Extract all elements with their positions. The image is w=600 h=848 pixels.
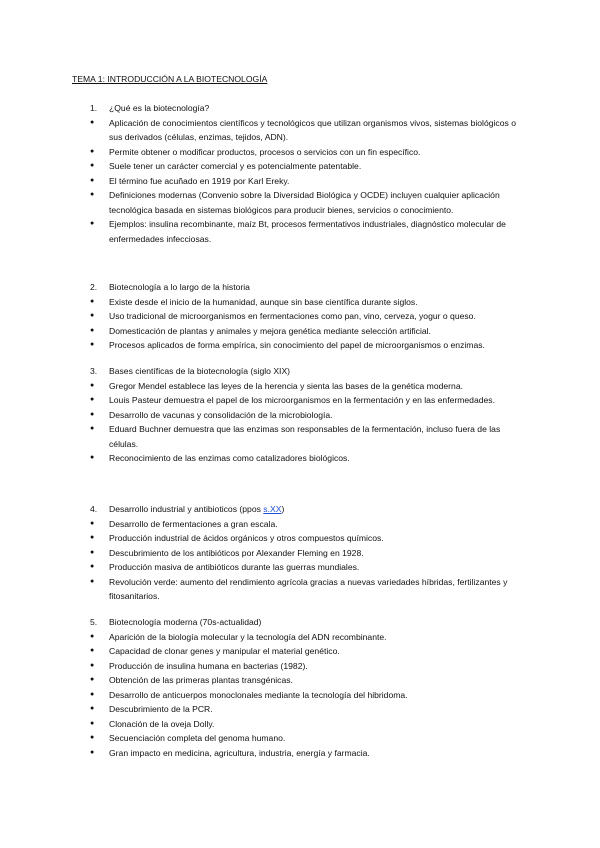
list-item: ● Reconocimiento de las enzimas como catalizadores biológicos. — [0, 451, 600, 466]
bullet-icon: ● — [90, 454, 95, 461]
list-item: ● Descubrimiento de los antibióticos por Alexander Fleming en 1928. — [0, 546, 600, 561]
list-item: ● Domesticación de plantas y animales y mejora genética mediante selección artificial. — [0, 324, 600, 339]
bullet-icon: ● — [90, 326, 95, 334]
list-item: ● Suele tener un carácter comercial y es potencialmente patentable. — [0, 159, 600, 174]
century-link[interactable]: s.XX — [263, 504, 282, 514]
section-bases-cientificas — [0, 364, 600, 466]
bullet-icon: ● — [90, 312, 95, 319]
bullet-icon: ● — [90, 220, 95, 227]
bullet-icon: ● — [90, 647, 95, 654]
bullet-icon: ● — [90, 548, 95, 556]
section-heading — [0, 615, 600, 630]
section-number: 1. — [90, 103, 98, 113]
list-item: ● Producción de insulina humana en bacterias (1982). — [0, 659, 600, 674]
list-item: ● Producción industrial de ácidos orgánicos y otros compuestos químicos. — [0, 531, 600, 546]
section-title: Desarrollo industrial y antibioticos (ppos s.XX) — [109, 504, 285, 514]
section-desarrollo-industrial — [0, 502, 600, 604]
list-item: ● Uso tradicional de microorganismos en fermentaciones como pan, vino, cerveza, yogur o queso. — [0, 309, 600, 324]
list-item: ● Obtención de las primeras plantas transgénicas. — [0, 673, 600, 688]
list-item: ● Aplicación de conocimientos científicos y tecnológicos que utilizan organismos vivos, sistemas biológicos o sus derivados (células, enzimas, tejidos, ADN). — [90, 117, 516, 142]
bullet-icon: ● — [90, 676, 95, 683]
section-title: Biotecnología moderna (70s-actualidad) — [109, 617, 262, 627]
list-item: ● Eduard Buchner demuestra que las enzimas son responsables de la fermentación, incluso fuera de las células. — [90, 424, 501, 449]
list-item: ● Louis Pasteur demuestra el papel de los microorganismos en la fermentación y en las enfermedades. — [0, 393, 600, 408]
bullet-icon: ● — [90, 734, 95, 741]
list-item: ● Revolución verde: aumento del rendimiento agrícola gracias a nuevas variedades híbridas, fertilizantes y fitosanitarios. — [90, 576, 508, 601]
bullet-icon: ● — [90, 118, 95, 126]
list-item: ● Desarrollo de vacunas y consolidación de la microbiología. — [0, 408, 600, 423]
bullet-icon: ● — [90, 381, 95, 389]
bullet-list — [0, 295, 600, 353]
section-title: Bases científicas de la biotecnología (siglo XIX) — [109, 366, 291, 376]
list-item: ● Procesos aplicados de forma empírica, sin conocimiento del papel de microorganismos o enzimas. — [0, 338, 600, 353]
bullet-icon: ● — [90, 534, 95, 541]
list-item: ● El término fue acuñado en 1919 por Karl Ereky. — [0, 174, 600, 189]
bullet-icon: ● — [90, 632, 95, 640]
bullet-icon: ● — [90, 297, 95, 305]
bullet-icon: ● — [90, 191, 95, 198]
list-item: ● Permite obtener o modificar productos, procesos o servicios con un fin específico. — [0, 145, 600, 160]
section-number: 3. — [90, 366, 98, 376]
list-item: ● Definiciones modernas (Convenio sobre la Diversidad Biológica y OCDE) incluyen cualquier aplicación tecnológica basada en sistemas biológicos para producir bienes, servicios o conocimiento. — [90, 190, 500, 215]
list-item: ● Clonación de la oveja Dolly. — [0, 717, 600, 732]
list-item: ● Desarrollo de fermentaciones a gran escala. — [0, 517, 600, 532]
section-number: 5. — [90, 617, 98, 627]
section-heading — [0, 101, 600, 116]
bullet-list — [0, 116, 600, 247]
list-item: ● Gran impacto en medicina, agricultura, industria, energía y farmacia. — [0, 746, 600, 761]
bullet-icon: ● — [90, 341, 95, 348]
bullet-icon: ● — [90, 519, 95, 527]
bullet-icon: ● — [90, 396, 95, 403]
section-title: Biotecnología a lo largo de la historia — [109, 282, 250, 292]
document-title: TEMA 1: INTRODUCCIÓN A LA BIOTECNOLOGÍA — [72, 74, 268, 84]
bullet-icon: ● — [90, 577, 95, 585]
bullet-icon: ● — [90, 162, 95, 169]
list-item: ● Gregor Mendel establece las leyes de la herencia y sienta las bases de la genética moderna. — [0, 379, 600, 394]
bullet-icon: ● — [90, 661, 95, 669]
list-item: ● Desarrollo de anticuerpos monoclonales mediante la tecnología del hibridoma. — [0, 688, 600, 703]
list-item: ● Producción masiva de antibióticos durante las guerras mundiales. — [0, 560, 600, 575]
bullet-icon: ● — [90, 410, 95, 418]
section-number: 2. — [90, 282, 98, 292]
section-historia — [0, 280, 600, 353]
list-item: ● Descubrimiento de la PCR. — [0, 702, 600, 717]
bullet-icon: ● — [90, 705, 95, 712]
list-item: ● Ejemplos: insulina recombinante, maíz Bt, procesos fermentativos industriales, diagnóstico molecular de enfermedades infecciosas. — [90, 219, 506, 244]
list-item: ● Secuenciación completa del genoma humano. — [0, 731, 600, 746]
list-item: ● Capacidad de clonar genes y manipular el material genético. — [0, 644, 600, 659]
bullet-icon: ● — [90, 719, 95, 727]
bullet-icon: ● — [90, 147, 95, 155]
bullet-list — [0, 630, 600, 761]
bullet-icon: ● — [90, 748, 95, 756]
section-biotecnologia-moderna — [0, 615, 600, 760]
bullet-list — [0, 379, 600, 466]
list-item: ● Existe desde el inicio de la humanidad, aunque sin base científica durante siglos. — [0, 295, 600, 310]
section-heading — [0, 364, 600, 379]
section-title: ¿Qué es la biotecnología? — [109, 103, 210, 113]
section-heading — [0, 502, 600, 517]
bullet-list — [0, 517, 600, 604]
list-item: ● Aparición de la biología molecular y la tecnología del ADN recombinante. — [0, 630, 600, 645]
bullet-icon: ● — [90, 176, 95, 184]
bullet-icon: ● — [90, 563, 95, 570]
section-number: 4. — [90, 504, 98, 514]
section-que-es — [0, 101, 600, 246]
bullet-icon: ● — [90, 425, 95, 432]
bullet-icon: ● — [90, 690, 95, 698]
section-heading — [0, 280, 600, 295]
